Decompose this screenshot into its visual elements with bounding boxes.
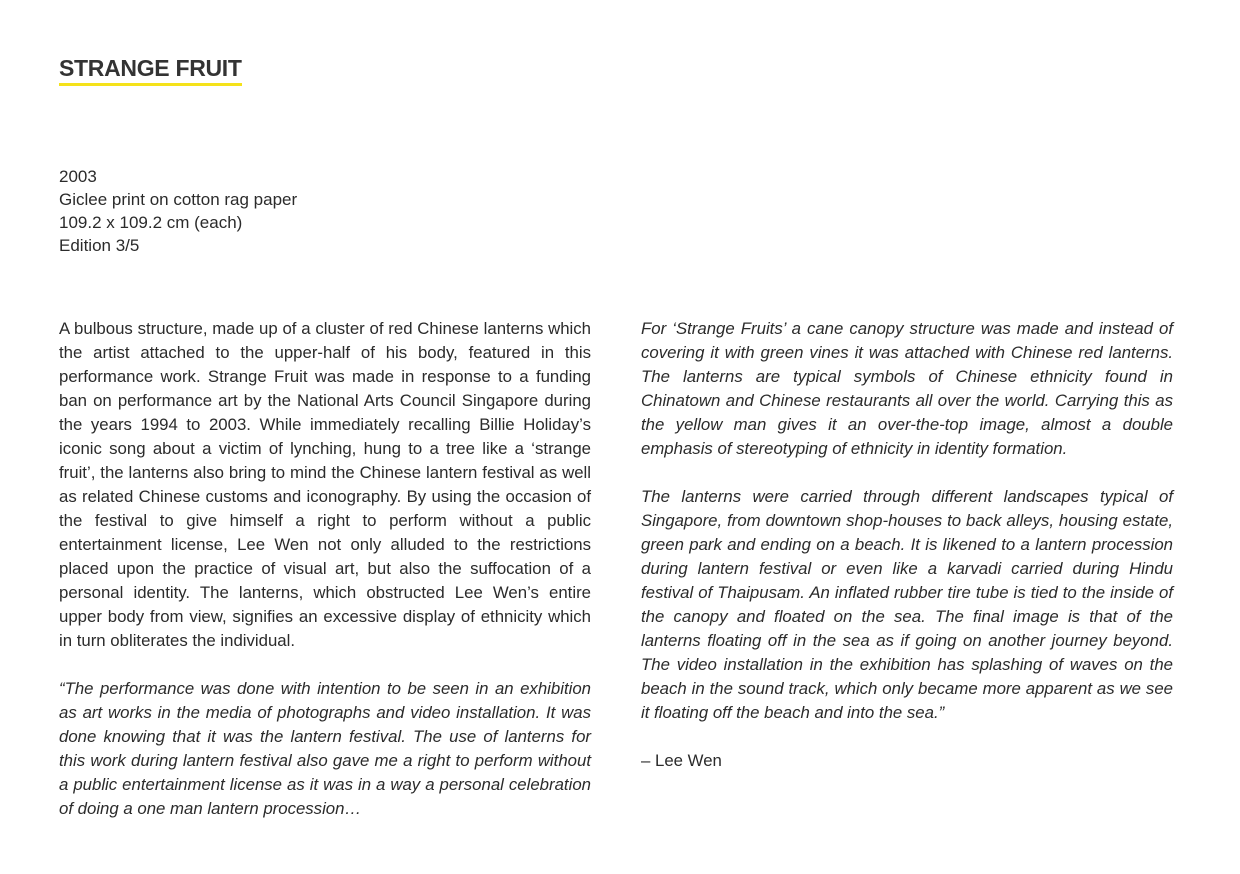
artwork-description: A bulbous structure, made up of a cluster of red Chinese lanterns which the artist attached to the upper-half of his body, featured in this performance work. Strange Fruit was made in response to a funding ban on performance art by the National Arts Council Singapore during the years 1994 to 2003. While immediately recalling Billie Holiday’s iconic song about a victim of lynching, hung to a tree like a ‘strange fruit’, the lanterns also bring to mind the Chinese lantern festival as well as related Chinese customs and iconography. By using the occasion of the festival to give himself a right to perform without a public entertainment license, Lee Wen not only alluded to the restrictions placed upon the practice of visual art, but also the suffocation of a personal identity. The lanterns, which obstructed Lee Wen’s entire upper body from view, signifies an excessive display of ethnicity which in turn obliterates the individual. <box>59 319 591 650</box>
artwork-edition: Edition 3/5 <box>59 236 140 255</box>
title-block <box>59 54 242 86</box>
artwork-meta <box>59 165 297 257</box>
artist-quote-part-2: For ‘Strange Fruits’ a cane canopy structure was made and instead of covering it with green vines it was attached with Chinese red lanterns. The lanterns are typical symbols of Chinese ethnicity found in Chinatown and Chinese restaurants all over the world. Carrying this as the yellow man gives it an over-the-top image, almost a double emphasis of stereotyping of ethnicity in identity formation. <box>641 319 1173 458</box>
page-title: STRANGE FRUIT <box>59 54 242 86</box>
artwork-medium: Giclee print on cotton rag paper <box>59 190 298 209</box>
artwork-dimensions: 109.2 x 109.2 cm (each) <box>59 213 243 232</box>
quote-attribution: – Lee Wen <box>641 751 722 770</box>
artist-quote-part-1: “The performance was done with intention to be seen in an exhibition as art works in the media of photographs and video installation. It was done knowing that it was the lantern festival. The use of lanterns for this work during lantern festival also gave me a right to perform without a public entertainment license as it was in a way a personal celebration of doing a one man lantern procession… <box>59 679 591 818</box>
artist-quote-part-3: The lanterns were carried through different landscapes typical of Singapore, from downtown shop-houses to back alleys, housing estate, green park and ending on a beach. It is likened to a lantern procession during lantern festival or even like a karvadi carried during Hindu festival of Thaipusam. An inflated rubber tire tube is tied to the inside of the canopy and floated on the sea. The final image is that of the lanterns floating off in the sea as if going on another journey beyond. The video installation in the exhibition has splashing of waves on the beach in the sound track, which only became more apparent as we see it floating off the beach and into the sea.” <box>641 487 1173 722</box>
right-column <box>641 317 1173 797</box>
artwork-year: 2003 <box>59 167 97 186</box>
left-column <box>59 317 591 845</box>
